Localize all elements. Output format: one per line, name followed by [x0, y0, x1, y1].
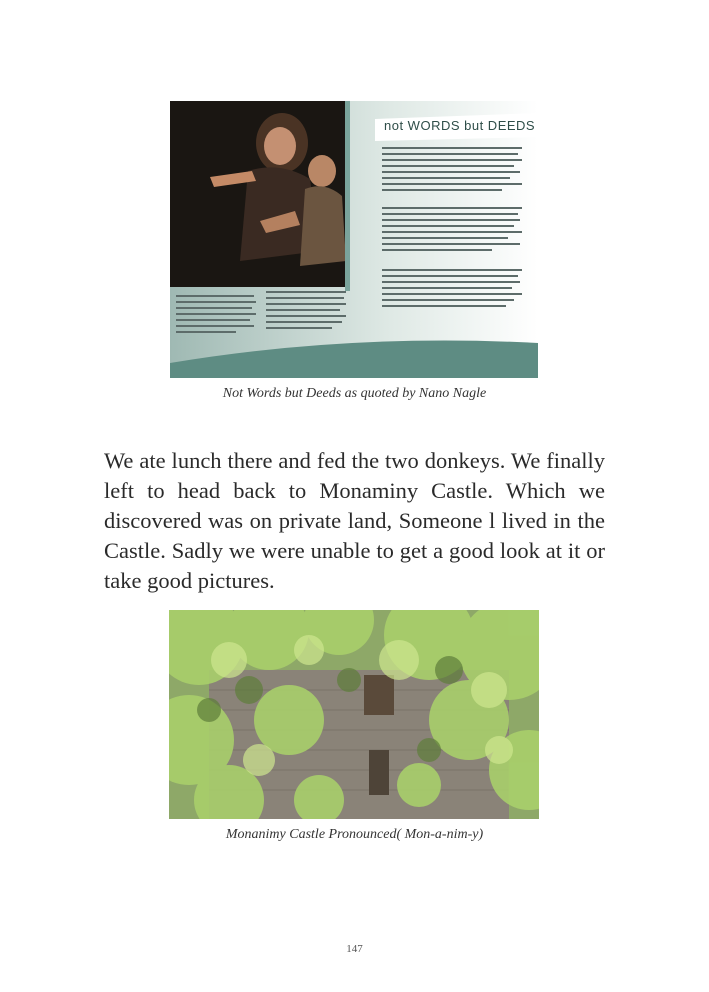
castle-photo [169, 610, 539, 819]
page-number: 147 [346, 943, 363, 955]
panel-heading: not WORDS but DEEDS [384, 118, 536, 133]
castle-illustration [169, 610, 539, 819]
figure-caption: Not Words but Deeds as quoted by Nano Nagle [222, 386, 487, 401]
museum-panel-illustration [170, 101, 538, 378]
museum-panel-photo [170, 101, 538, 378]
body-paragraph: We ate lunch there and fed the two donkeys. We finally left to head back to Monaminy Castle. Which we discovered was on private land, Someone l lived in the Castle. Sadly we were unable to get a good look at it or take good pictures. [104, 448, 605, 593]
figure-caption: Monanimy Castle Pronounced( Mon-a-nim-y) [225, 827, 484, 842]
